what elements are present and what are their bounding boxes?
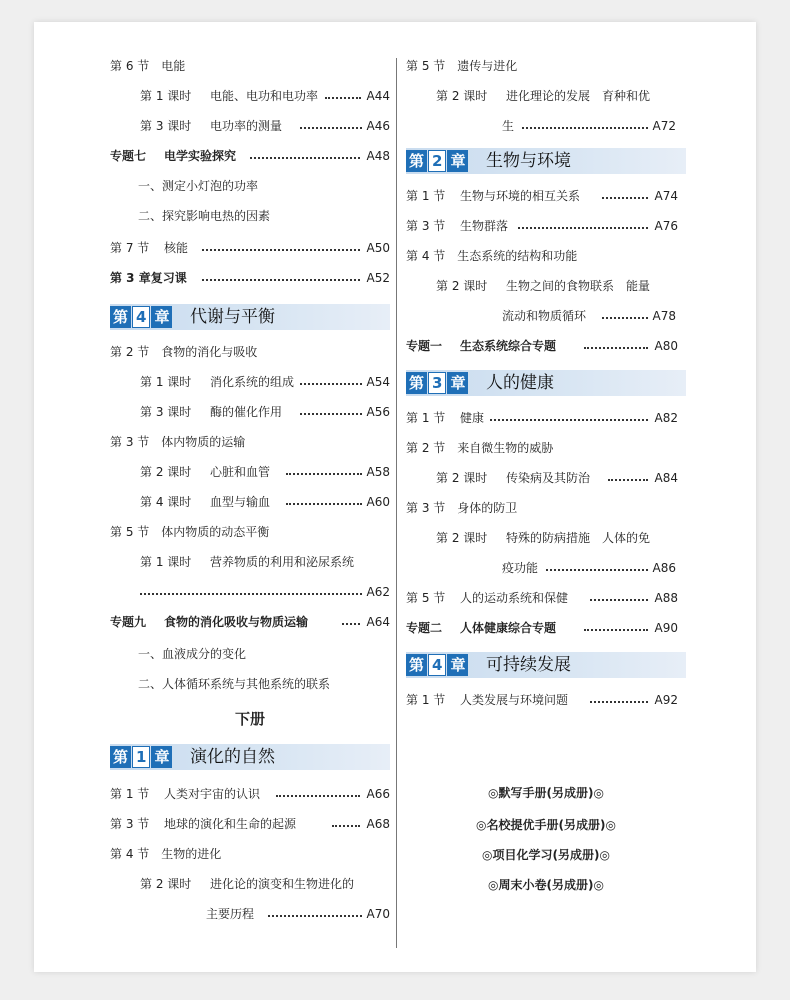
toc-entry: 第 3 章复习课 A52 [110, 271, 390, 285]
toc-page: 第 6 节 电能 第 1 课时 电能、电功和电功率 A44 第 3 课时 电功率的测量 A46 专题七 电学实验探究 A48 一、测定小灯泡的功率 二、探究影响电热的因素 第 7 节 核能 A50 第 3 章复习课 A52 第 4 章 代谢与平衡 第 2 节 食物的消化与吸收 第 1 课时 消化系统的组成 A54 第 3 课时 酶的催化作用 A56 第 3 节 体内物质的运输 第 2 课时 心脏和血管 A58 第 4 课时 血型与输血 A60 第 5 节 体内物质的动态平衡 第 1 课时 营养物质的利用和泌尿系统 A62 专题九 食物的消化吸收与物质运输 A64 一、血液成分的变化 二、人体循环系统与其他系统的联系 下册 第 1 章 演化的自然 第 1 节 人类对宇宙的认识 A66 第 3 节 地球的演化和生命的起源 A68 第 4 节 生物的进化 第 2 课时 进化论的演变和生物进化的 主要历程 A70 第 5 节 遗传与进化 第 2 课时 进化理论的发展 育种和优 生 A72 第 2 章 生物与环境 第 1 节 生物与环境的相互关系 A74 第 3 节 生物群落 A76 第 4 节 生态系统的结构和功能 第 2 课时 生物之间的食物联系 能量 流动和物质循环 A78 专题一 生态系统综合专题 A80 第 3 章 人的健康 第 1 节 健康 A82 第 2 节 来自微生物的威胁 第 2 课时 传染病及其防治 A84 第 3 节 身体的防卫 第 2 课时 特殊的防病措施 人体的免 疫功能 A86 第 5 节 人的运动系统和保健 A88 专题二 人体健康综合专题 A90 第 4 章 可持续发展 第 1 节 人类发展与环境问题 A92 ◎默写手册(另成册)◎ ◎名校提优手册(另成册)◎ ◎项目化学习(另成册)◎ ◎周末小卷(另成册)◎ [34, 22, 756, 972]
toc-entry-cont: 生 A72 [502, 119, 676, 133]
supplement-item: ◎周末小卷(另成册)◎ [488, 878, 604, 892]
chapter-header: 第 3 章 人的健康 [406, 370, 686, 396]
toc-entry: 第 4 课时 血型与输血 A60 [140, 495, 390, 509]
toc-section: 第 6 节 电能 [110, 59, 186, 73]
toc-section: 第 2 节 来自微生物的威胁 [406, 441, 554, 455]
toc-topic: 专题七 电学实验探究 A48 [110, 149, 390, 163]
toc-section: 第 5 节 体内物质的动态平衡 [110, 525, 270, 539]
toc-topic: 专题二 人体健康综合专题 A90 [406, 621, 678, 635]
toc-entry: 第 1 节 生物与环境的相互关系 A74 [406, 189, 678, 203]
toc-topic: 专题一 生态系统综合专题 A80 [406, 339, 678, 353]
toc-entry-cont: 流动和物质循环 A78 [502, 309, 676, 323]
toc-entry-cont: 主要历程 A70 [206, 907, 390, 921]
supplement-item: ◎默写手册(另成册)◎ [488, 786, 604, 800]
toc-entry: 第 2 课时 生物之间的食物联系 能量 [436, 279, 651, 293]
toc-entry: 第 3 节 生物群落 A76 [406, 219, 678, 233]
toc-entry: 第 2 课时 进化论的演变和生物进化的 [140, 877, 355, 891]
toc-entry: 第 1 节 人类发展与环境问题 A92 [406, 693, 678, 707]
toc-subitem: 一、测定小灯泡的功率 [138, 179, 259, 193]
toc-entry: 第 1 课时 消化系统的组成 A54 [140, 375, 390, 389]
chapter-header: 第 4 章 可持续发展 [406, 652, 686, 678]
toc-section: 第 2 节 食物的消化与吸收 [110, 345, 258, 359]
toc-section: 第 4 节 生物的进化 [110, 847, 222, 861]
chapter-title: 代谢与平衡 [190, 307, 275, 327]
toc-subitem: 二、人体循环系统与其他系统的联系 [138, 677, 331, 691]
toc-entry: 第 7 节 核能 A50 [110, 241, 390, 255]
toc-entry: 第 3 课时 电功率的测量 A46 [140, 119, 390, 133]
toc-entry: 第 2 课时 进化理论的发展 育种和优 [436, 89, 651, 103]
toc-entry: 第 2 课时 传染病及其防治 A84 [436, 471, 678, 485]
toc-entry-cont: 疫功能 A86 [502, 561, 676, 575]
toc-entry: 第 1 课时 营养物质的利用和泌尿系统 [140, 555, 355, 569]
toc-subitem: 二、探究影响电热的因素 [138, 209, 271, 223]
chapter-title: 演化的自然 [190, 747, 275, 767]
toc-entry: 第 2 课时 特殊的防病措施 人体的免 [436, 531, 651, 545]
column-divider [396, 58, 397, 948]
toc-entry: 第 1 节 健康 A82 [406, 411, 678, 425]
toc-entry: 第 2 课时 心脏和血管 A58 [140, 465, 390, 479]
chapter-title: 可持续发展 [486, 655, 571, 675]
chapter-header: 第 1 章 演化的自然 [110, 744, 390, 770]
supplement-item: ◎名校提优手册(另成册)◎ [476, 818, 616, 832]
toc-section: 第 3 节 身体的防卫 [406, 501, 518, 515]
toc-section: 第 5 节 遗传与进化 [406, 59, 518, 73]
toc-subitem: 一、血液成分的变化 [138, 647, 247, 661]
toc-entry: 第 1 课时 电能、电功和电功率 A44 [140, 89, 390, 103]
chapter-title: 生物与环境 [486, 151, 571, 171]
volume-heading: 下册 [234, 710, 265, 728]
chapter-header: 第 4 章 代谢与平衡 [110, 304, 390, 330]
toc-topic: 专题九 食物的消化吸收与物质运输 A64 [110, 615, 390, 629]
toc-entry: 第 3 课时 酶的催化作用 A56 [140, 405, 390, 419]
supplement-item: ◎项目化学习(另成册)◎ [482, 848, 610, 862]
toc-entry: 第 3 节 地球的演化和生命的起源 A68 [110, 817, 390, 831]
chapter-title: 人的健康 [486, 373, 554, 393]
toc-section: 第 3 节 体内物质的运输 [110, 435, 246, 449]
chapter-header: 第 2 章 生物与环境 [406, 148, 686, 174]
toc-section: 第 4 节 生态系统的结构和功能 [406, 249, 578, 263]
toc-entry: 第 5 节 人的运动系统和保健 A88 [406, 591, 678, 605]
toc-entry: 第 1 节 人类对宇宙的认识 A66 [110, 787, 390, 801]
